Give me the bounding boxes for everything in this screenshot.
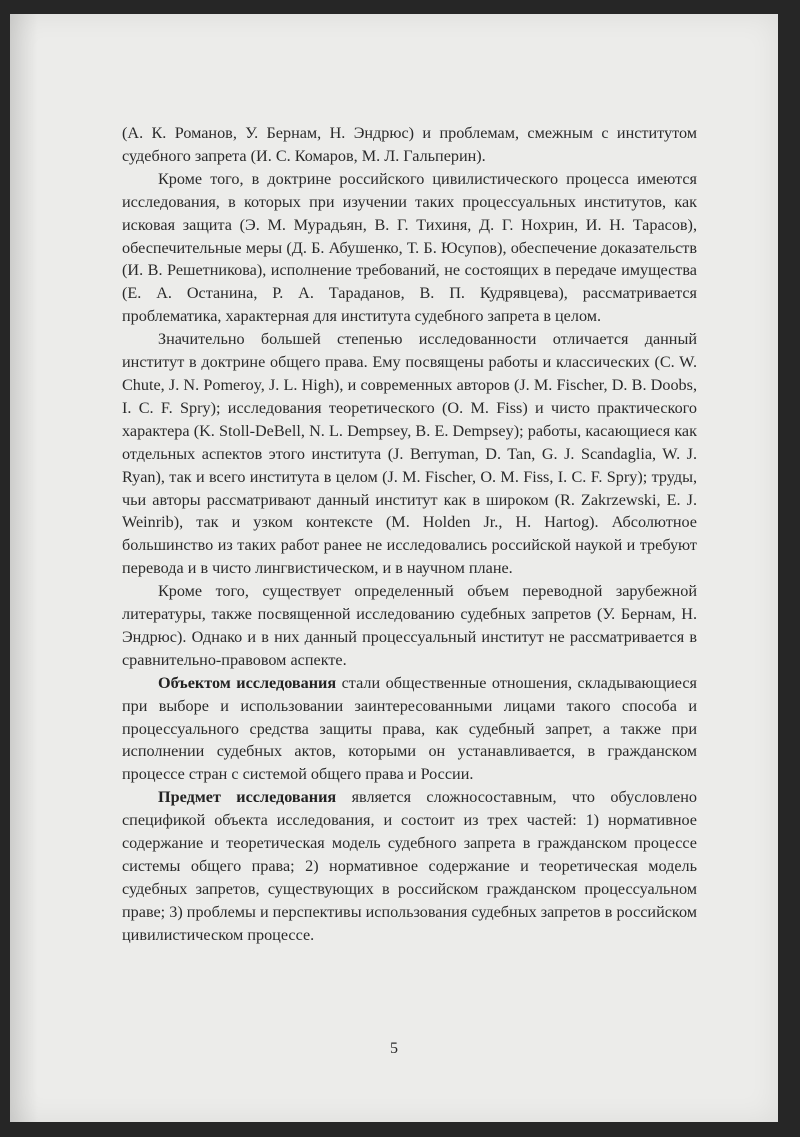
paragraph-2-text: Кроме того, в доктрине российского цивилистического процесса имеются исследования, в которых при изучении таких процессуальных институтов, как исковая защита (Э. М. Мурадьян, В. Г. Тихиня, Д. Г. Нохрин, И. Н. Тарасов), обеспечительные меры (Д. Б. Абушенко, Т. Б. Юсупов), обеспечение доказательств (И. В. Решетникова), исполнение требований, не состоящих в передаче имущества (Е. А. Останина, Р. А. Тараданов, В. П. Кудрявцева), рассматривается проблематика, характерная для института судебного запрета в целом. bbox=[122, 169, 697, 326]
research-subject-term: Предмет исследования bbox=[158, 788, 337, 807]
paragraph-6-text: является сложносоставным, что обусловлено спецификой объекта исследования, и состоит из трех частей: 1) нормативное содержание и теоретическая модель судебного запрета в гражданском процессе системы общего права; 2) нормативное содержание и теоретическая модель судебных запретов, существующих в российском гражданском процессуальном праве; 3) проблемы и перспективы использования судебных запретов в российском цивилистическом процессе. bbox=[122, 788, 697, 944]
paragraph-5 bbox=[122, 672, 697, 787]
document-page bbox=[10, 14, 778, 1122]
paragraph-5-text: стали общественные отношения, складывающиеся при выборе и использовании заинтересованными лицами такого способа и процессуального средства защиты права, как судебный запрет, а также при исполнении судебных актов, которыми он устанавливается, в гражданском процессе стран с системой общего права и России. bbox=[122, 673, 697, 784]
paragraph-3-text: Значительно большей степенью исследованности отличается данный институт в доктрине общего права. Ему посвящены работы и классических (C. W. Chute, J. N. Pomeroy, J. L. High), и современных авторов (J. M. Fischer, D. B. Doobs, I. C. F. Spry); исследования теоретического (O. M. Fiss) и чисто практического характера (K. Stoll-DeBell, N. L. Dempsey, B. E. Dempsey); работы, касающиеся как отдельных аспектов этого института (J. Berryman, D. Tan, G. J. Scandaglia, W. J. Ryan), так и всего института в целом (J. M. Fischer, O. M. Fiss, I. C. F. Spry); труды, чьи авторы рассматривают данный институт как в широком (R. Zakrzewski, E. J. Weinrib), так и узком контексте (M. Holden Jr., H. Hartog). Абсолютное большинство из таких работ ранее не исследовались российской наукой и требуют перевода и в чисто лингвистическом, и в научном плане. bbox=[122, 330, 697, 578]
research-object-term: Объектом исследования bbox=[158, 673, 337, 692]
paragraph-1-text: (А. К. Романов, У. Бернам, Н. Эндрюс) и проблемам, смежным с институтом судебного запрета (И. С. Комаров, М. Л. Гальперин). bbox=[122, 124, 697, 165]
body-text bbox=[122, 122, 697, 947]
paragraph-1 bbox=[122, 122, 697, 168]
paragraph-3 bbox=[122, 328, 697, 580]
paragraph-2 bbox=[122, 168, 697, 328]
page-number: 5 bbox=[390, 1040, 398, 1057]
paragraph-4-text: Кроме того, существует определенный объем переводной зарубежной литературы, также посвященной исследованию судебных запретов (У. Бернам, Н. Эндрюс). Однако и в них данный процессуальный институт не рассматривается в сравнительно-правовом аспекте. bbox=[122, 582, 697, 669]
paragraph-4 bbox=[122, 580, 697, 672]
paragraph-6 bbox=[122, 786, 697, 946]
